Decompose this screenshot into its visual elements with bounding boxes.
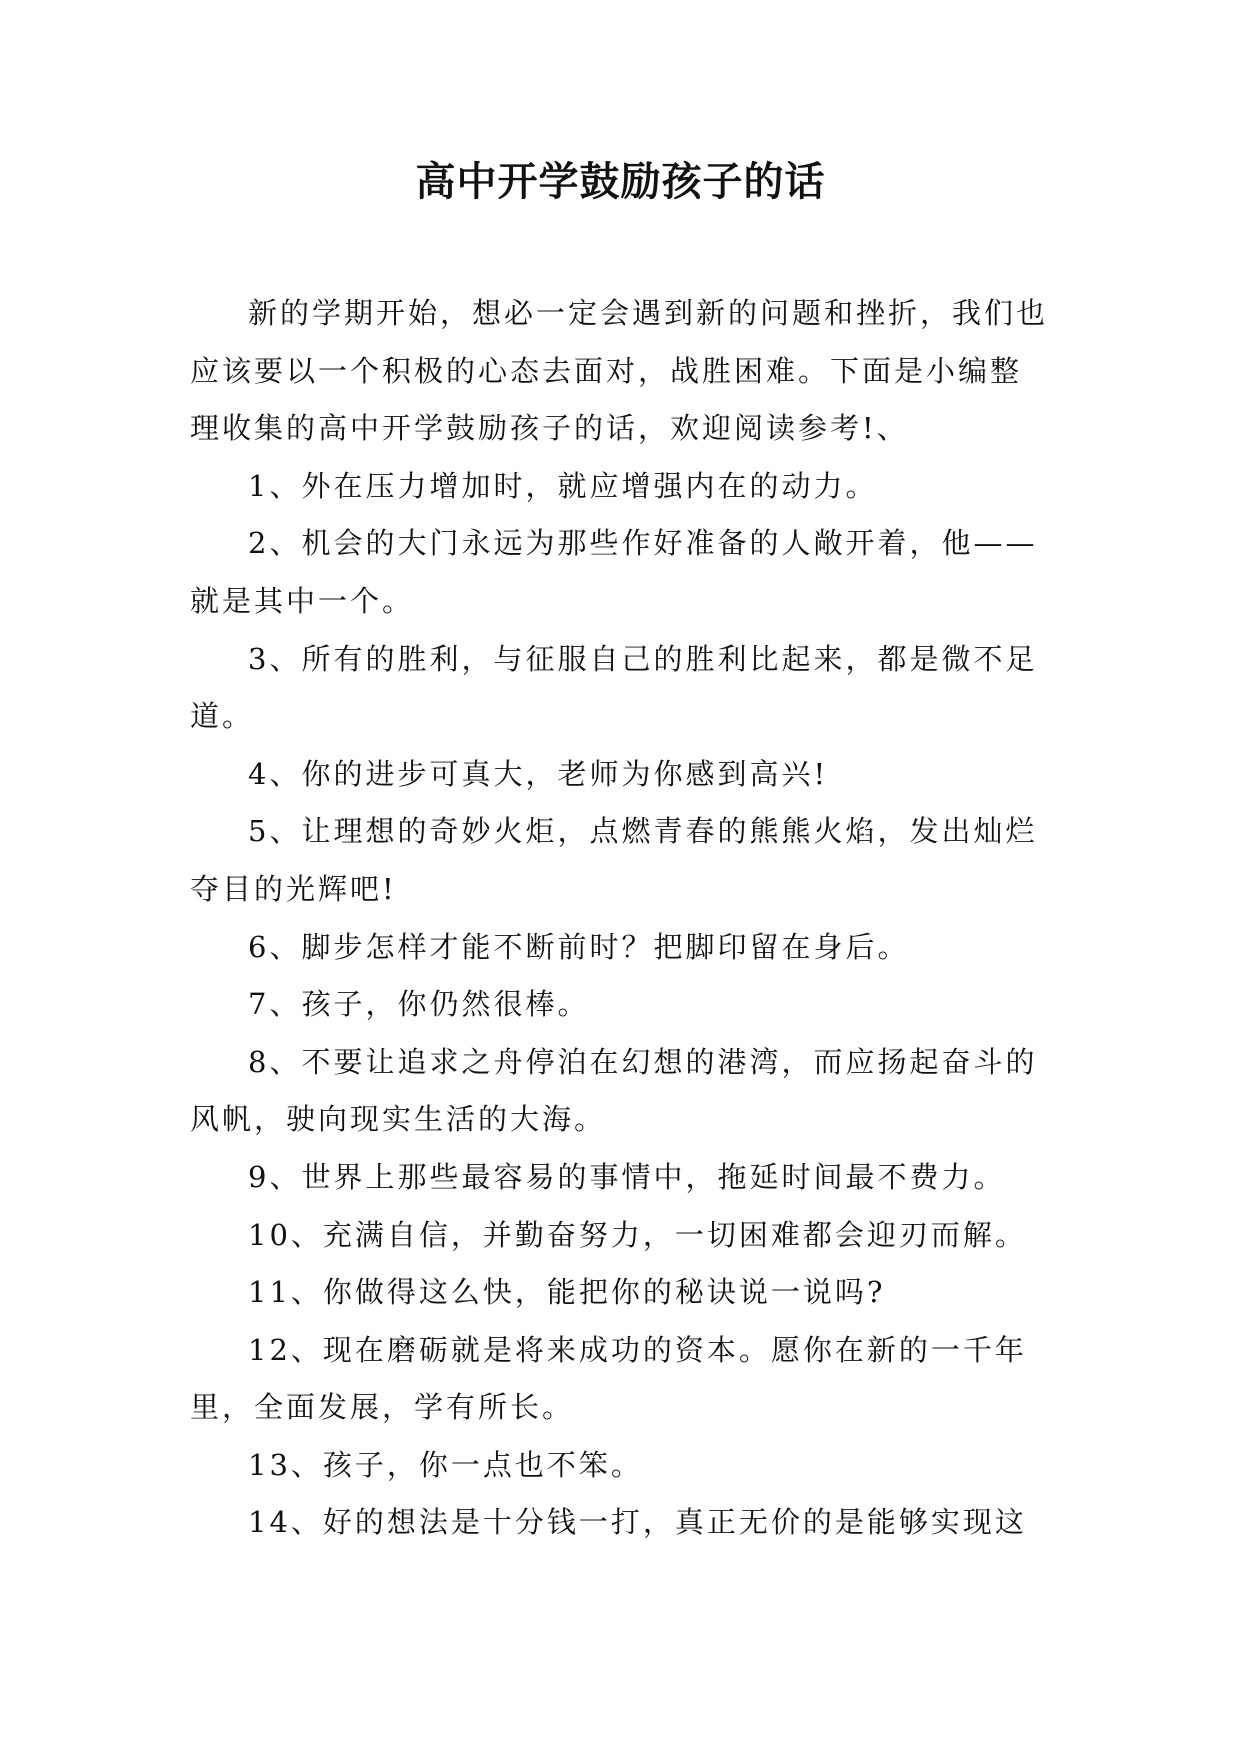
quote-item: 5、让理想的奇妙火炬，点燃青春的熊熊火焰，发出灿烂夺目的光辉吧! bbox=[190, 814, 1038, 906]
quote-item: 2、机会的大门永远为那些作好准备的人敞开着，他——就是其中一个。 bbox=[190, 526, 1038, 618]
quote-item: 13、孩子，你一点也不笨。 bbox=[248, 1447, 643, 1482]
quote-item: 9、世界上那些最容易的事情中，拖延时间最不费力。 bbox=[248, 1159, 1006, 1194]
quote-item: 10、充满自信，并勤奋努力，一切困难都会迎刃而解。 bbox=[248, 1217, 1027, 1252]
quote-item: 14、好的想法是十分钱一打，真正无价的是能够实现这 bbox=[248, 1505, 1027, 1540]
document-body bbox=[190, 285, 1050, 1552]
quote-item: 11、你做得这么快，能把你的秘诀说一说吗? bbox=[248, 1275, 886, 1310]
quote-item: 1、外在压力增加时，就应增强内在的动力。 bbox=[248, 468, 878, 503]
quote-item: 6、脚步怎样才能不断前时？把脚印留在身后。 bbox=[248, 929, 910, 964]
intro-paragraph: 新的学期开始，想必一定会遇到新的问题和挫折，我们也应该要以一个积极的心态去面对，战胜困难。下面是小编整理收集的高中开学鼓励孩子的话，欢迎阅读参考!、 bbox=[190, 296, 1049, 446]
quote-item: 7、孩子，你仍然很棒。 bbox=[248, 987, 590, 1022]
quote-item: 8、不要让追求之舟停泊在幻想的港湾，而应扬起奋斗的风帆，驶向现实生活的大海。 bbox=[190, 1044, 1038, 1137]
quote-item: 12、现在磨砺就是将来成功的资本。愿你在新的一千年里，全面发展，学有所长。 bbox=[190, 1332, 1027, 1425]
document-title: 高中开学鼓励孩子的话 bbox=[415, 159, 826, 205]
quote-item: 4、你的进步可真大，老师为你感到高兴! bbox=[248, 756, 829, 791]
quote-item: 3、所有的胜利，与征服自己的胜利比起来，都是微不足道。 bbox=[190, 641, 1038, 734]
